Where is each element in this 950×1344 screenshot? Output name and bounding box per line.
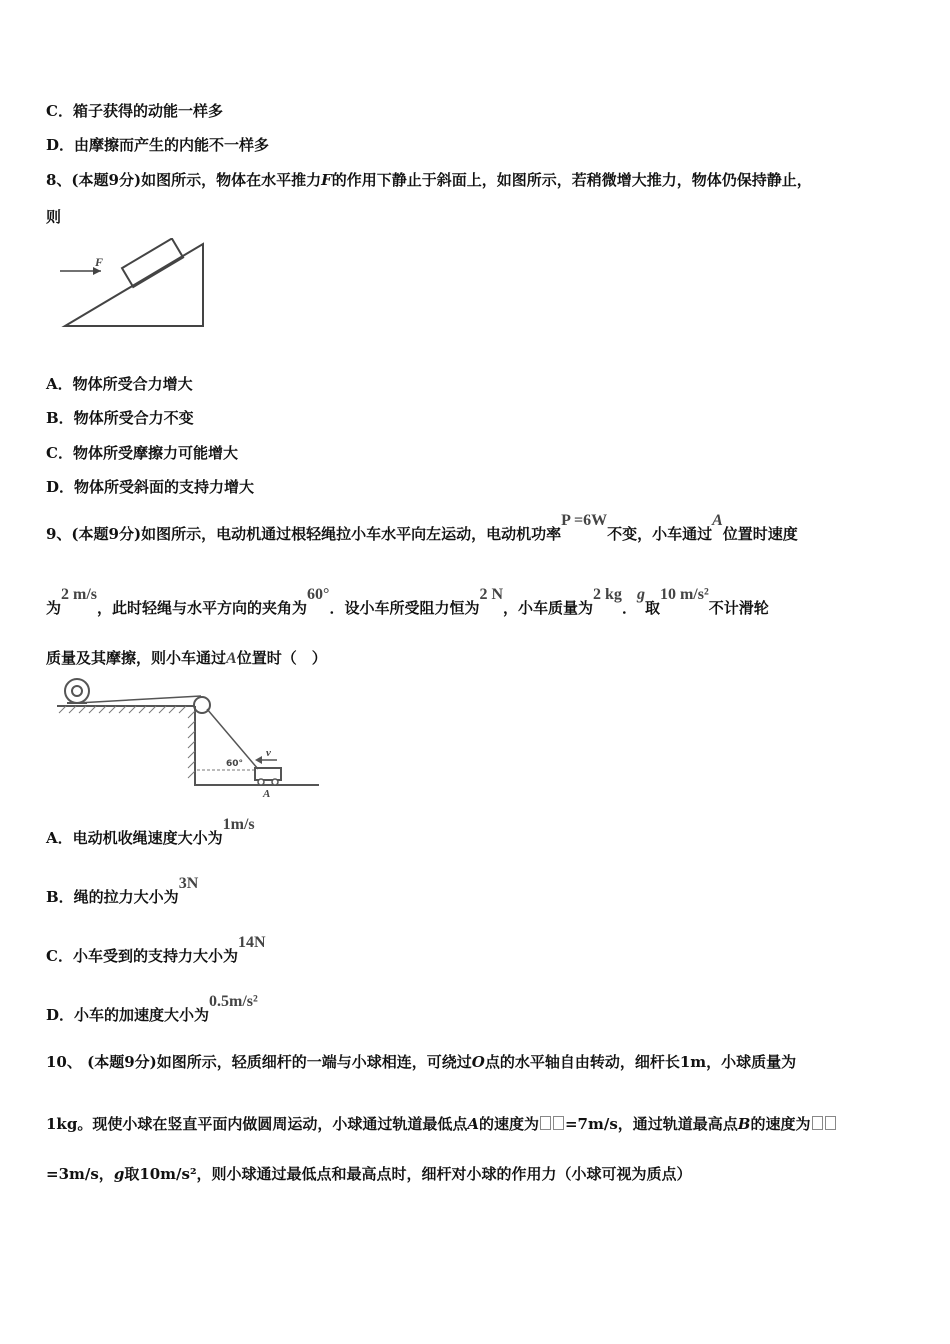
q9-point-a: A (226, 650, 237, 667)
q10-text: 取10m/s²，则小球通过最低点和最高点时，细杆对小球的作用力（小球可视为质点） (124, 1165, 692, 1183)
q9-text: 位置时（ ） (236, 649, 327, 667)
q9-text: ，小车质量为 (503, 599, 594, 617)
q8-stem-part1: 8、(本题9分)如图所示，物体在水平推力 (46, 171, 322, 189)
q9-text: 取 (644, 599, 660, 617)
force-label: F (95, 255, 104, 269)
missing-glyph-icon (825, 1116, 836, 1130)
q9-angle: 60° (307, 586, 330, 603)
q10-text: 点的水平轴自由转动，细杆长1m，小球质量为 (484, 1053, 797, 1071)
q10-text: 10、 (本题9分)如图所示，轻质细杆的一端与小球相连，可绕过 (46, 1053, 472, 1071)
q10-text: 的速度为 (478, 1115, 539, 1133)
q9-option-a-text: A．电动机收绳速度大小为 (46, 829, 223, 847)
q9-option-d-text: D．小车的加速度大小为 (46, 1006, 210, 1024)
q10-stem-line3 (46, 1164, 692, 1184)
q8-force-symbol: F (321, 171, 332, 189)
q9-stem-line3 (46, 648, 327, 669)
q8-stem (46, 170, 812, 190)
q9-option-c-value: 14N (237, 934, 266, 951)
q9-text: 不计滑轮 (708, 599, 769, 617)
q10-text: =3m/s， (46, 1165, 114, 1183)
wall-hatch (188, 711, 195, 778)
q10-stem-line1 (46, 1052, 796, 1072)
cart-wheel (258, 779, 264, 785)
q10-point-o: O (471, 1053, 485, 1071)
q9-option-c-text: C．小车受到的支持力大小为 (46, 947, 238, 965)
q8-incline-figure (55, 238, 210, 333)
q9-text: 不变，小车通过 (607, 525, 713, 543)
motor-icon (65, 679, 89, 703)
q10-text: 的速度为 (750, 1115, 811, 1133)
q8-option-b: B．物体所受合力不变 (46, 409, 194, 427)
q9-power: P =6W (561, 512, 608, 529)
q9-speed: 2 m/s (61, 586, 98, 603)
q9-option-a (46, 816, 255, 849)
q7-option-d: D．由摩擦而产生的内能不一样多 (46, 136, 270, 154)
block (122, 239, 183, 288)
q9-option-a-value: 1m/s (222, 816, 255, 833)
q9-option-d (46, 993, 258, 1026)
q9-text: 位置时速度 (722, 525, 798, 543)
q9-option-c (46, 934, 266, 967)
q7-option-c: C．箱子获得的动能一样多 (46, 102, 223, 120)
q9-option-b-value: 3N (178, 875, 199, 892)
q9-stem-line1 (46, 512, 798, 545)
velocity-arrowhead (255, 756, 262, 764)
q9-text: 9、(本题9分)如图所示，电动机通过根轻绳拉小车水平向左运动，电动机功率 (46, 525, 562, 543)
q9-stem-line2 (46, 586, 769, 619)
q10-point-b: B (737, 1115, 751, 1133)
q10-text: =7m/s，通过轨道最高点 (564, 1115, 738, 1133)
q10-stem-line2 (46, 1114, 837, 1134)
q8-option-a: A．物体所受合力增大 (46, 375, 193, 393)
platform-hatch (59, 706, 186, 713)
rope-horizontal (77, 696, 201, 703)
q9-text: 质量及其摩擦，则小车通过 (46, 649, 227, 667)
q9-gravity-value: 10 m/s² (659, 586, 709, 603)
missing-glyph-icon (812, 1116, 823, 1130)
q9-text: ．设小车所受阻力恒为 (329, 599, 480, 617)
q9-text: 为 (46, 599, 62, 617)
q9-mass: 2 kg (593, 586, 622, 603)
q9-option-b-text: B．绳的拉力大小为 (46, 888, 179, 906)
missing-glyph-icon (553, 1116, 564, 1130)
q8-stem-end: 则 (46, 208, 62, 226)
cart (255, 768, 281, 780)
q9-motor-cart-figure (55, 676, 325, 800)
q9-option-b (46, 875, 199, 908)
q10-point-a: A (467, 1115, 479, 1133)
q9-option-d-value: 0.5m/s² (209, 993, 258, 1010)
cart-wheel (272, 779, 278, 785)
q9-gravity-symbol: g (636, 586, 645, 603)
q8-stem-part2: 的作用下静止于斜面上，如图所示，若稍微增大推力，物体仍保持静止， (331, 171, 812, 189)
q9-text: ． (621, 599, 637, 617)
velocity-label: v (266, 747, 271, 759)
missing-glyph-icon (540, 1116, 551, 1130)
q8-option-d: D．物体所受斜面的支持力增大 (46, 478, 255, 496)
angle-label: 60° (226, 759, 244, 769)
q8-option-c: C．物体所受摩擦力可能增大 (46, 444, 238, 462)
q9-text: ，此时轻绳与水平方向的夹角为 (97, 599, 308, 617)
point-a-label: A (263, 788, 271, 800)
motor-hub (72, 686, 82, 696)
q10-gravity-symbol: g (113, 1165, 125, 1183)
q9-resistance: 2 N (479, 586, 504, 603)
q10-text: 1kg。现使小球在竖直平面内做圆周运动，小球通过轨道最低点 (46, 1115, 468, 1133)
q9-point-a: A (712, 512, 723, 529)
